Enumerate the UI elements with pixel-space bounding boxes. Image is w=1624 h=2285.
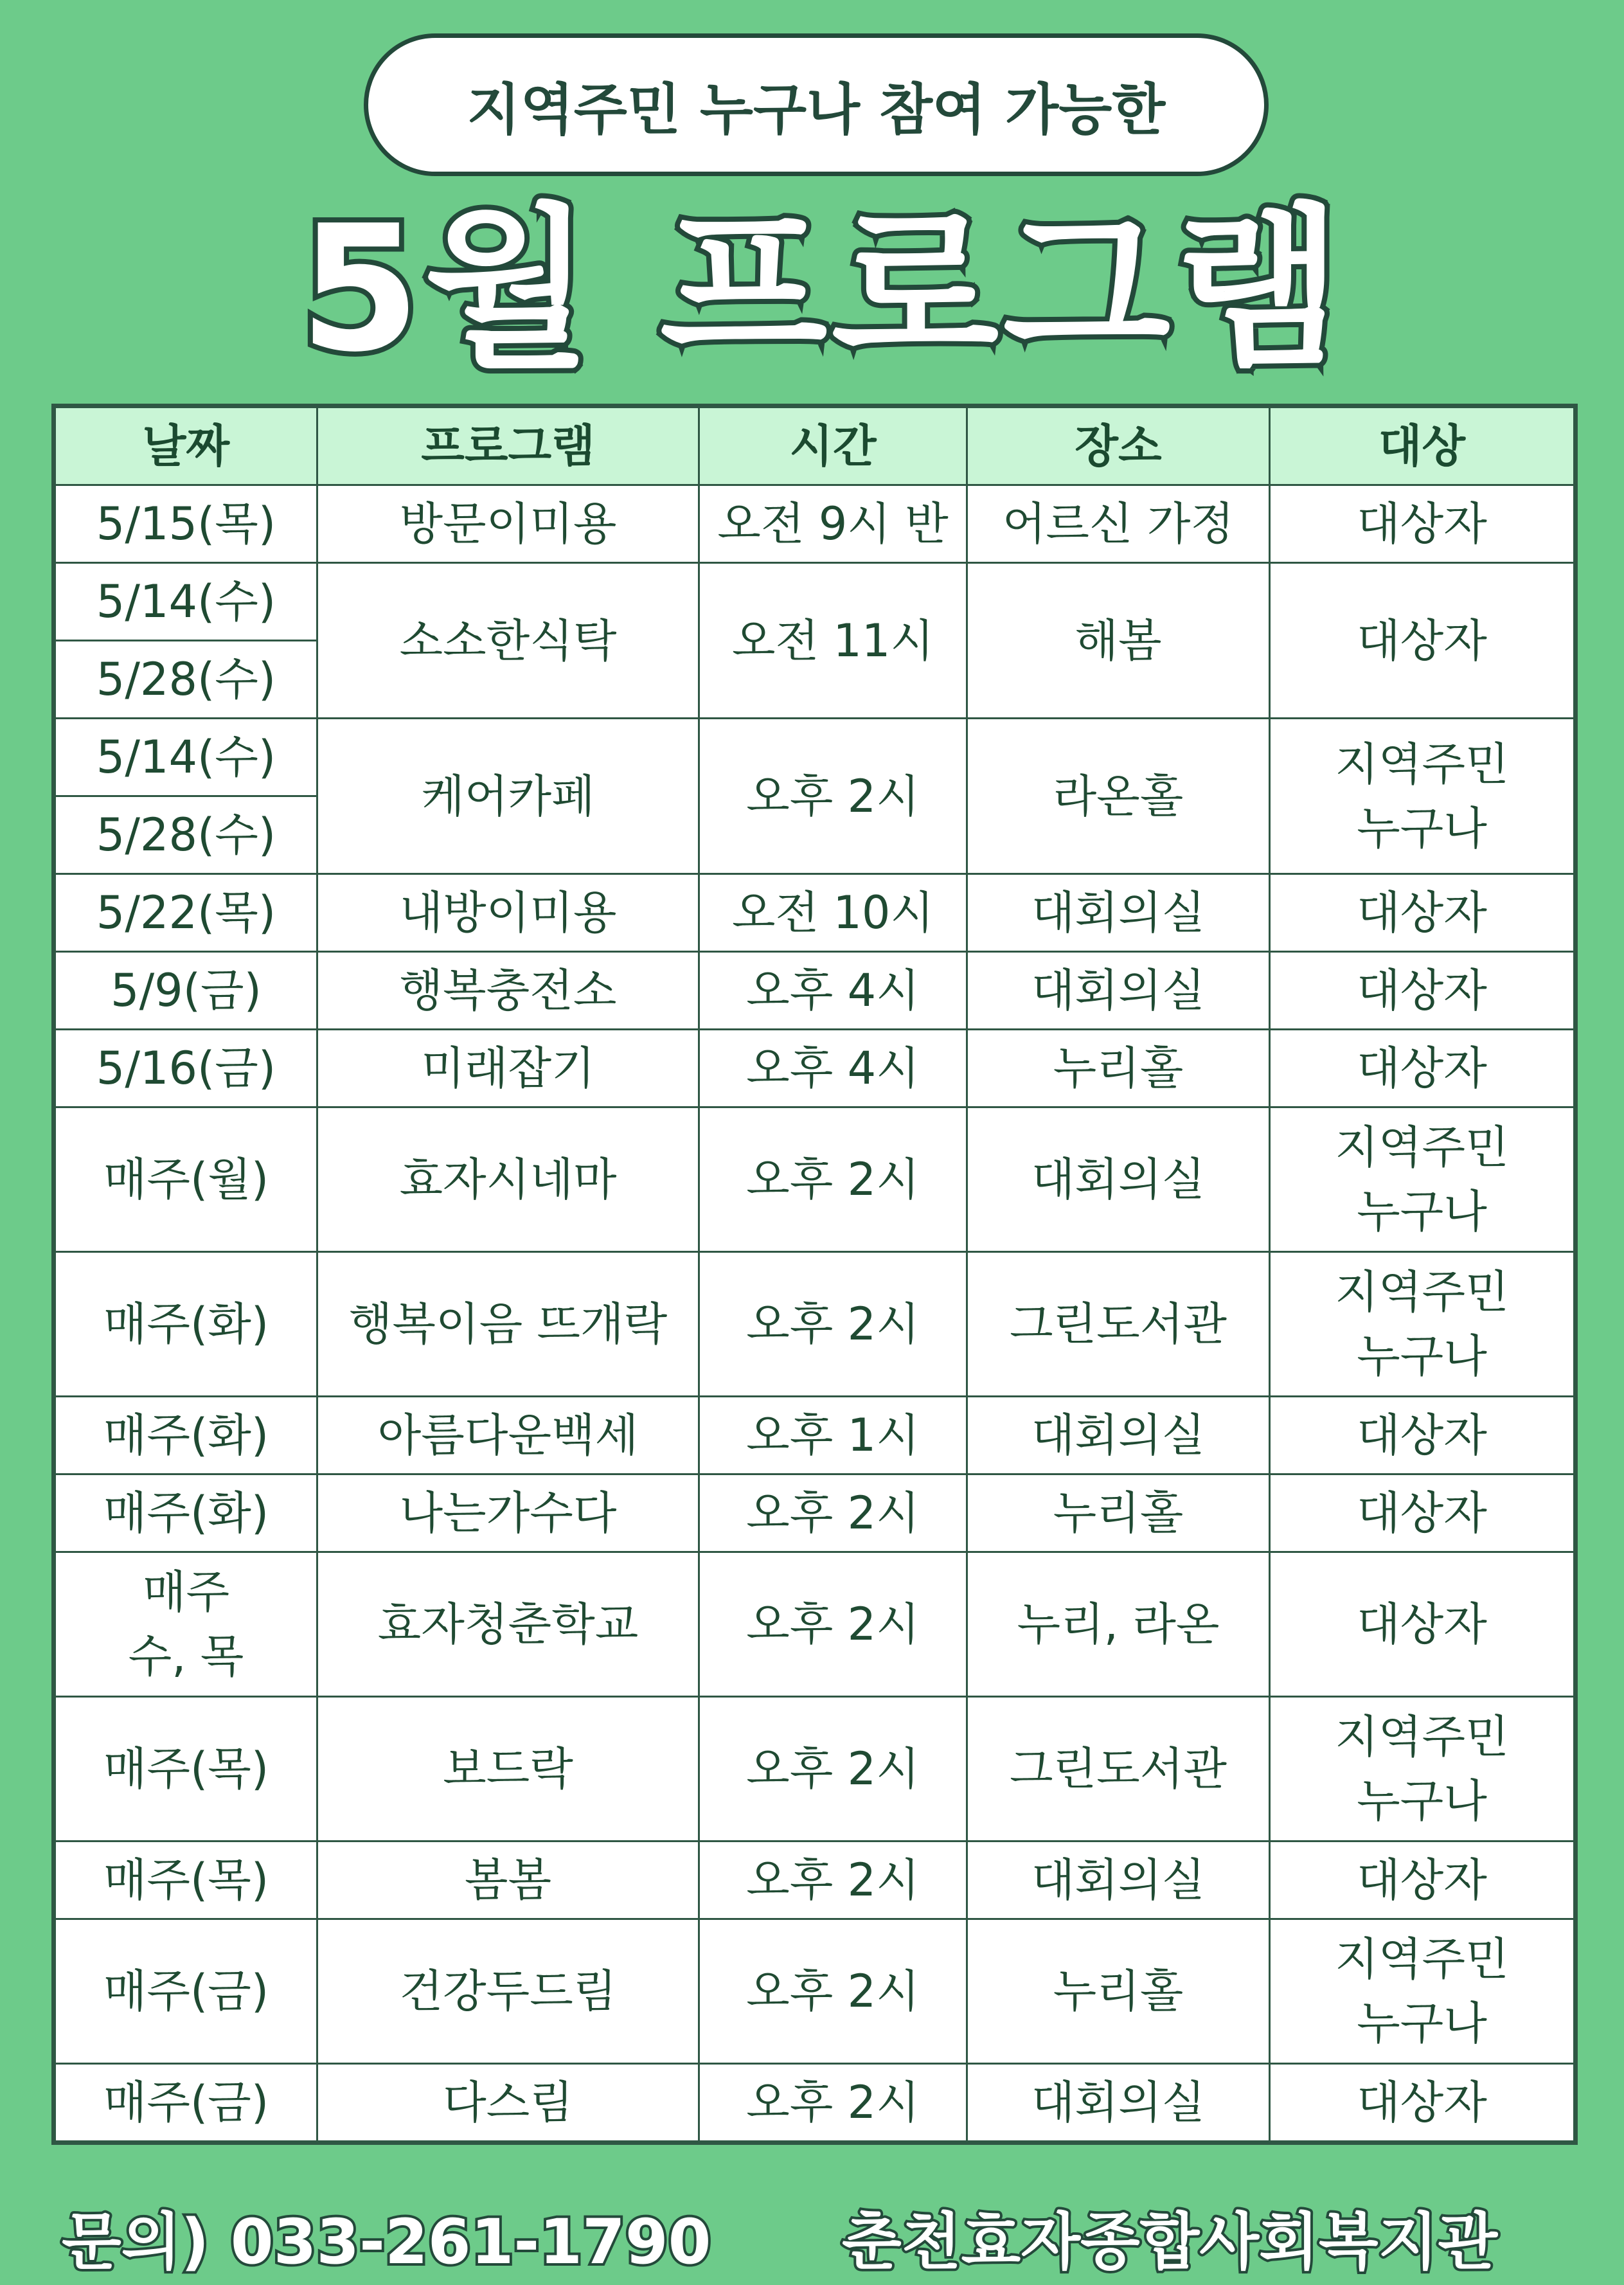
cell-place: 대회의실	[967, 1107, 1270, 1252]
cell-program: 아름다운백세	[317, 1397, 699, 1474]
cell-target: 대상자	[1270, 952, 1576, 1030]
cell-date: 매주(목)	[54, 1697, 317, 1841]
cell-place: 누리홀	[967, 1474, 1270, 1552]
cell-program: 행복이음 뜨개락	[317, 1252, 699, 1397]
cell-place: 대회의실	[967, 1397, 1270, 1474]
cell-time: 오후 1시	[699, 1397, 967, 1474]
cell-target: 지역주민 누구나	[1270, 719, 1576, 874]
contact-phone: 문의) 033-261-1790	[62, 2205, 711, 2278]
cell-place: 누리홀	[967, 1030, 1270, 1107]
table-row	[54, 1841, 1576, 1919]
table-row	[54, 2064, 1576, 2143]
cell-program: 내방이미용	[317, 874, 699, 952]
cell-date: 5/14(수)	[54, 719, 317, 796]
cell-target: 지역주민 누구나	[1270, 1252, 1576, 1397]
cell-place: 해봄	[967, 563, 1270, 719]
cell-time: 오후 4시	[699, 1030, 967, 1107]
cell-date: 5/9(금)	[54, 952, 317, 1030]
cell-date: 5/28(수)	[54, 796, 317, 874]
cell-target: 대상자	[1270, 485, 1576, 563]
cell-target: 대상자	[1270, 1397, 1576, 1474]
table-row	[54, 1252, 1576, 1397]
cell-date: 매주(금)	[54, 1919, 317, 2064]
table-row	[54, 719, 1576, 796]
table-row	[54, 1107, 1576, 1252]
table-row	[54, 952, 1576, 1030]
cell-place: 누리홀	[967, 1919, 1270, 2064]
cell-place: 대회의실	[967, 2064, 1270, 2143]
page-title: 5월 프로그램	[299, 188, 1346, 390]
cell-target: 대상자	[1270, 1474, 1576, 1552]
cell-target: 대상자	[1270, 1841, 1576, 1919]
cell-program: 케어카페	[317, 719, 699, 874]
cell-program: 효자시네마	[317, 1107, 699, 1252]
cell-program: 보드락	[317, 1697, 699, 1841]
cell-target: 지역주민 누구나	[1270, 1919, 1576, 2064]
cell-date: 5/15(목)	[54, 485, 317, 563]
cell-place: 그린도서관	[967, 1252, 1270, 1397]
cell-date: 매주(화)	[54, 1252, 317, 1397]
table-row	[54, 1474, 1576, 1552]
cell-time: 오후 2시	[699, 1919, 967, 2064]
cell-program: 건강두드림	[317, 1919, 699, 2064]
cell-program: 다스림	[317, 2064, 699, 2143]
header-program: 프로그램	[317, 406, 699, 485]
cell-time: 오후 2시	[699, 1474, 967, 1552]
cell-date: 매주(월)	[54, 1107, 317, 1252]
cell-time: 오후 4시	[699, 952, 967, 1030]
cell-target: 대상자	[1270, 1030, 1576, 1107]
cell-date: 매주(금)	[54, 2064, 317, 2143]
header-place: 장소	[967, 406, 1270, 485]
cell-target: 대상자	[1270, 874, 1576, 952]
cell-date: 5/16(금)	[54, 1030, 317, 1107]
cell-date: 매주(목)	[54, 1841, 317, 1919]
cell-target: 대상자	[1270, 1552, 1576, 1697]
table-row	[54, 874, 1576, 952]
cell-time: 오전 11시	[699, 563, 967, 719]
subtitle-text: 지역주민 누구나 참여 가능한	[467, 78, 1166, 142]
cell-program: 행복충전소	[317, 952, 699, 1030]
cell-place: 누리, 라온	[967, 1552, 1270, 1697]
table-row	[54, 1397, 1576, 1474]
header-target: 대상	[1270, 406, 1576, 485]
cell-time: 오후 2시	[699, 1552, 967, 1697]
cell-place: 대회의실	[967, 952, 1270, 1030]
cell-time: 오후 2시	[699, 1841, 967, 1919]
cell-target: 대상자	[1270, 2064, 1576, 2143]
header-time: 시간	[699, 406, 967, 485]
cell-date: 5/28(수)	[54, 641, 317, 719]
cell-date: 5/14(수)	[54, 563, 317, 641]
cell-place: 라온홀	[967, 719, 1270, 874]
cell-program: 소소한식탁	[317, 563, 699, 719]
cell-date: 매주(화)	[54, 1474, 317, 1552]
cell-target: 지역주민 누구나	[1270, 1107, 1576, 1252]
table-header-row	[54, 406, 1576, 485]
cell-date: 5/22(목)	[54, 874, 317, 952]
cell-time: 오후 2시	[699, 1252, 967, 1397]
cell-time: 오후 2시	[699, 1107, 967, 1252]
organization-name: 춘천효자종합사회복지관	[842, 2205, 1498, 2278]
cell-date: 매주(화)	[54, 1397, 317, 1474]
cell-target: 대상자	[1270, 563, 1576, 719]
cell-place: 대회의실	[967, 874, 1270, 952]
cell-program: 효자청춘학교	[317, 1552, 699, 1697]
table-row	[54, 563, 1576, 641]
cell-place: 그린도서관	[967, 1697, 1270, 1841]
cell-time: 오전 10시	[699, 874, 967, 952]
cell-time: 오전 9시 반	[699, 485, 967, 563]
cell-place: 대회의실	[967, 1841, 1270, 1919]
table-row	[54, 1919, 1576, 2064]
cell-program: 미래잡기	[317, 1030, 699, 1107]
cell-time: 오후 2시	[699, 2064, 967, 2143]
table-row	[54, 1697, 1576, 1841]
program-schedule-table	[51, 404, 1578, 2145]
cell-program: 봄봄	[317, 1841, 699, 1919]
cell-place: 어르신 가정	[967, 485, 1270, 563]
table-row	[54, 1552, 1576, 1697]
cell-date: 매주 수, 목	[54, 1552, 317, 1697]
cell-program: 방문이미용	[317, 485, 699, 563]
header-date: 날짜	[54, 406, 317, 485]
cell-target: 지역주민 누구나	[1270, 1697, 1576, 1841]
cell-time: 오후 2시	[699, 719, 967, 874]
cell-program: 나는가수다	[317, 1474, 699, 1552]
table-row	[54, 485, 1576, 563]
table-row	[54, 1030, 1576, 1107]
cell-time: 오후 2시	[699, 1697, 967, 1841]
